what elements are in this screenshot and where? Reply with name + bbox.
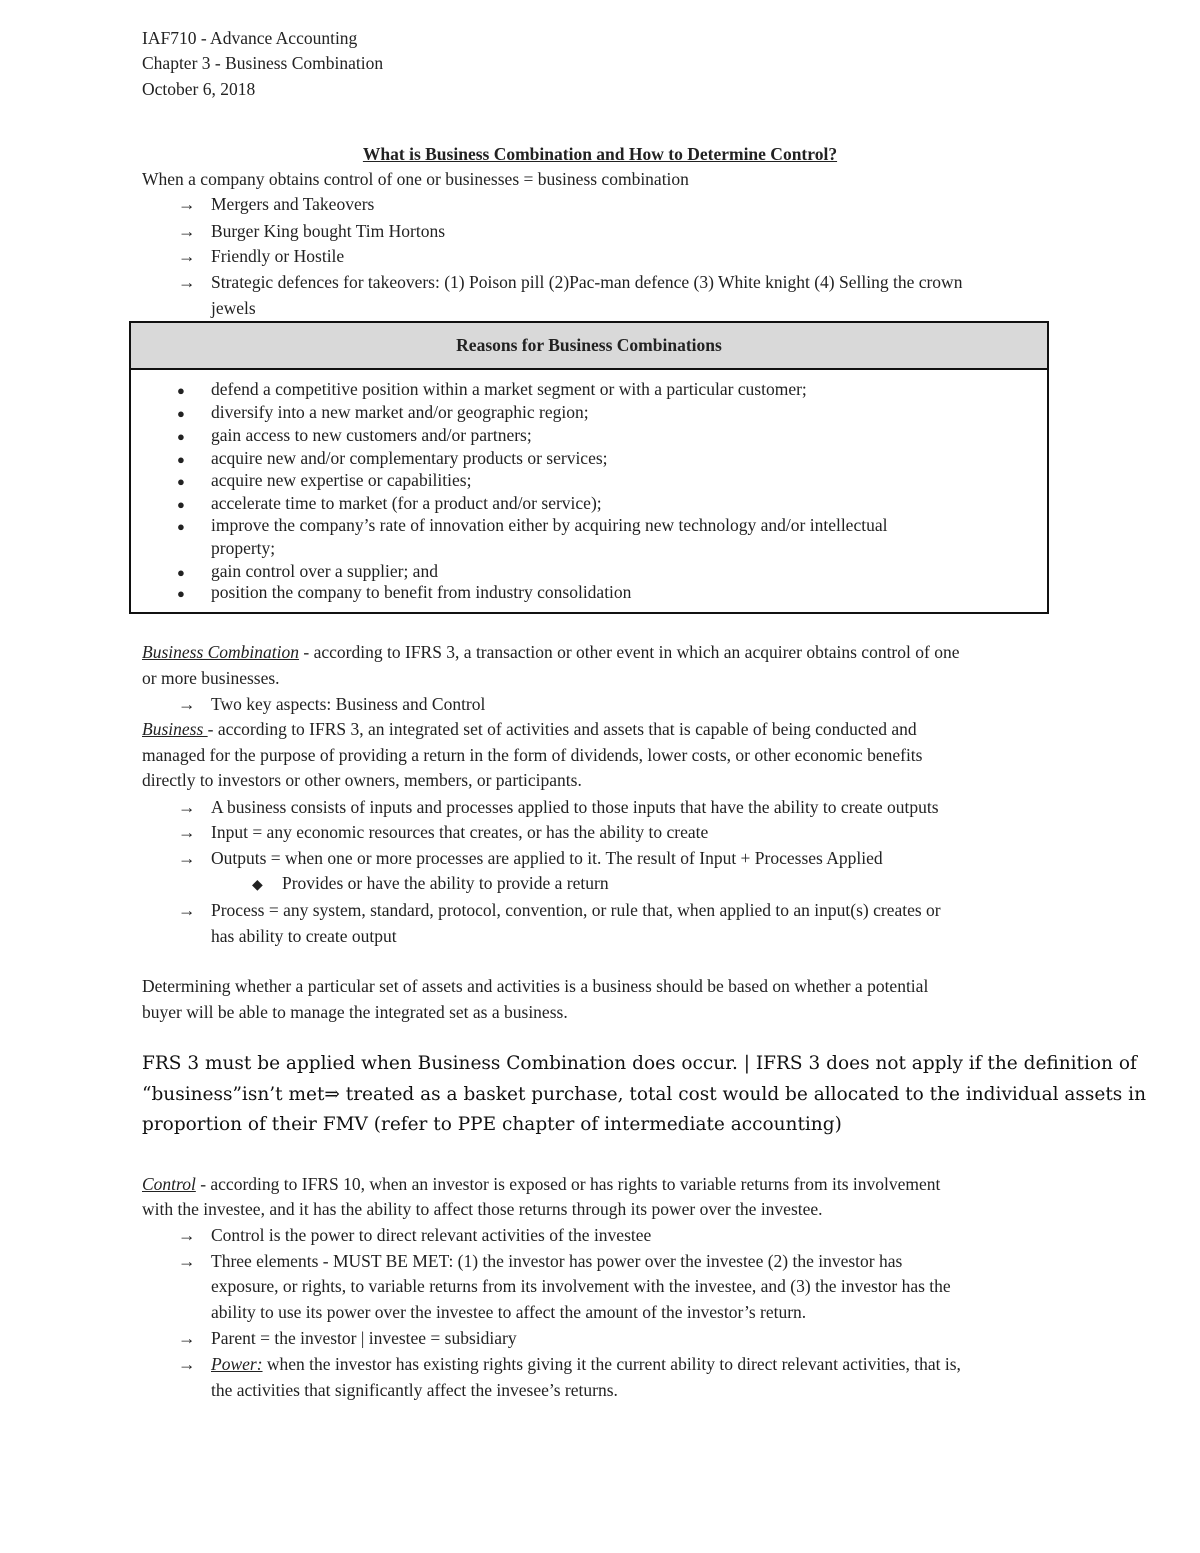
reason-item: ● acquire new and/or complementary products or services; — [177, 447, 608, 471]
arrow-right-icon: → — [178, 221, 196, 241]
ifrs-note: FRS 3 must be applied when Business Combination does occur. | IFRS 3 does not apply if the definition of — [142, 1053, 1137, 1074]
list-item-continuation: has ability to create output — [211, 926, 397, 946]
list-item-continuation: exposure, or rights, to variable returns from its involvement with the investee, and (3) the investor has the — [211, 1276, 951, 1296]
list-item: → Process = any system, standard, protocol, convention, or rule that, when applied to an input(s) creates or — [178, 900, 941, 920]
list-item: → Three elements - MUST BE MET: (1) the investor has power over the investee (2) the investor has — [178, 1251, 903, 1271]
bullet-dot-icon: ● — [177, 519, 185, 534]
determining-paragraph: Determining whether a particular set of assets and activities is a business should be based on whether a potential — [142, 976, 929, 996]
list-item-continuation: the activities that significantly affect the invesee’s returns. — [211, 1380, 618, 1400]
reason-item: ● acquire new expertise or capabilities; — [177, 469, 471, 493]
arrow-right-icon: → — [178, 1225, 196, 1245]
term-business: Business — [142, 719, 208, 739]
arrow-right-icon: → — [178, 194, 196, 214]
list-item: → Friendly or Hostile — [178, 246, 345, 266]
arrow-right-icon: → — [178, 1354, 196, 1374]
reason-item: ● gain access to new customers and/or partners; — [177, 424, 532, 448]
diamond-icon: ◆ — [252, 878, 263, 893]
bullet-dot-icon: ● — [177, 565, 185, 580]
business-definition-cont: managed for the purpose of providing a return in the form of dividends, lower costs, or other economic benefits — [142, 745, 923, 765]
date-header: October 6, 2018 — [142, 79, 256, 99]
list-item: → Burger King bought Tim Hortons — [178, 221, 446, 241]
reason-item: ● diversify into a new market and/or geographic region; — [177, 401, 589, 425]
section-title: What is Business Combination and How to Determine Control? — [362, 144, 838, 164]
arrow-right-icon: → — [178, 246, 196, 266]
arrow-right-icon: → — [178, 822, 196, 842]
list-item-continuation: ability to use its power over the investee to affect the amount of the investor’s return. — [211, 1302, 807, 1322]
bullet-dot-icon: ● — [177, 429, 185, 444]
reason-item: ● position the company to benefit from industry consolidation — [177, 581, 631, 605]
reasons-heading: Reasons for Business Combinations — [131, 323, 1047, 370]
business-definition: Business - according to IFRS 3, an integrated set of activities and assets that is capable of being conducted and — [142, 719, 917, 739]
list-item-continuation: jewels — [211, 298, 256, 318]
arrow-right-icon: → — [178, 694, 196, 714]
control-definition-cont: with the investee, and it has the ability to affect those returns through its power over the investee. — [142, 1199, 823, 1219]
bullet-dot-icon: ● — [177, 383, 185, 398]
business-definition-cont: directly to investors or other owners, members, or participants. — [142, 770, 582, 790]
control-definition: Control - according to IFRS 10, when an investor is exposed or has rights to variable returns from its involvement — [142, 1174, 941, 1194]
list-item: → Input = any economic resources that creates, or has the ability to create — [178, 822, 709, 842]
reason-item: ● improve the company’s rate of innovation either by acquiring new technology and/or intellectual — [177, 514, 887, 538]
bullet-dot-icon: ● — [177, 586, 185, 601]
arrow-right-icon: → — [178, 848, 196, 868]
list-item: → Parent = the investor | investee = subsidiary — [178, 1328, 517, 1348]
term-business-combination: Business Combination — [142, 642, 300, 662]
determining-paragraph-cont: buyer will be able to manage the integrated set as a business. — [142, 1002, 568, 1022]
intro-text: When a company obtains control of one or businesses = business combination — [142, 169, 689, 189]
list-item: → Mergers and Takeovers — [178, 194, 375, 214]
business-combination-definition-cont: or more businesses. — [142, 668, 280, 688]
list-item: → Two key aspects: Business and Control — [178, 694, 486, 714]
arrow-right-icon: → — [178, 797, 196, 817]
arrow-right-icon: → — [178, 900, 196, 920]
term-control: Control — [142, 1174, 196, 1194]
sub-list-item: ◆ Provides or have the ability to provide a return — [252, 871, 609, 898]
list-item: → Power: when the investor has existing rights giving it the current ability to direct relevant activities, that is, — [178, 1354, 961, 1374]
chapter-header: Chapter 3 - Business Combination — [142, 53, 384, 73]
bullet-dot-icon: ● — [177, 497, 185, 512]
reason-item: ● accelerate time to market (for a product and/or service); — [177, 492, 602, 516]
bullet-dot-icon: ● — [177, 474, 185, 489]
bullet-dot-icon: ● — [177, 452, 185, 467]
reason-item-continuation: property; — [211, 538, 276, 558]
list-item: → Control is the power to direct relevant activities of the investee — [178, 1225, 652, 1245]
reasons-table — [129, 321, 1049, 614]
reason-item: ● defend a competitive position within a market segment or with a particular customer; — [177, 378, 807, 402]
list-item: → Strategic defences for takeovers: (1) Poison pill (2)Pac-man defence (3) White knight (4) Selling the crown — [178, 272, 963, 292]
list-item: → Outputs = when one or more processes are applied to it. The result of Input + Processes Applied — [178, 848, 883, 868]
term-power: Power: — [211, 1354, 263, 1374]
bullet-dot-icon: ● — [177, 406, 185, 421]
reason-item: ● gain control over a supplier; and — [177, 560, 438, 584]
arrow-right-icon: → — [178, 272, 196, 292]
arrow-right-icon: → — [178, 1251, 196, 1271]
ifrs-note-cont: “business”isn’t met⇒ treated as a basket purchase, total cost would be allocated to the individual assets in — [142, 1084, 1147, 1105]
business-combination-definition: Business Combination - according to IFRS 3, a transaction or other event in which an acquirer obtains control of one — [142, 642, 960, 662]
list-item: → A business consists of inputs and processes applied to those inputs that have the ability to create outputs — [178, 797, 939, 817]
course-header: IAF710 - Advance Accounting — [142, 28, 358, 48]
ifrs-note-cont: proportion of their FMV (refer to PPE chapter of intermediate accounting) — [142, 1114, 842, 1135]
arrow-right-icon: → — [178, 1328, 196, 1348]
